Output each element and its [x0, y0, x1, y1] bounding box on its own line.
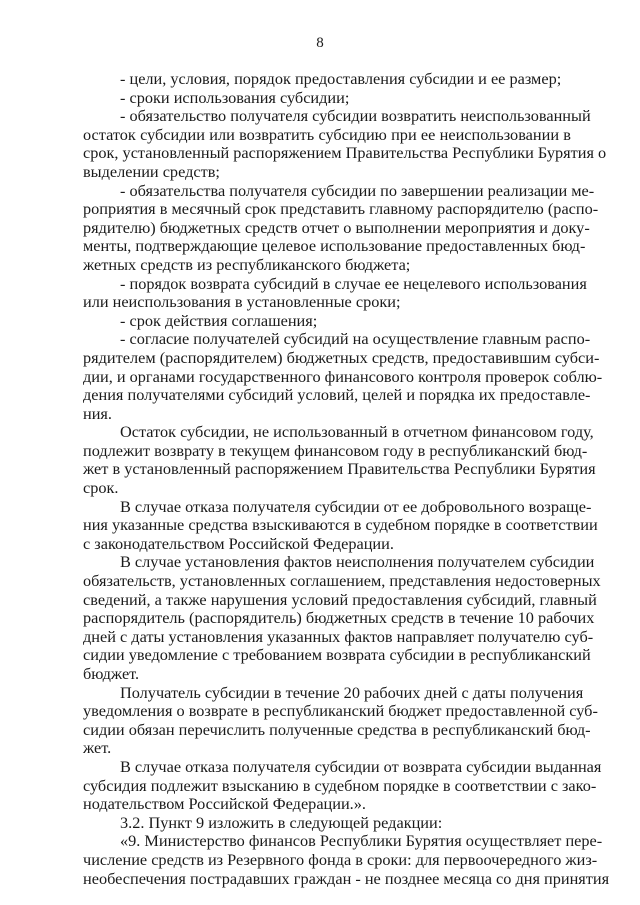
text-line: В случае установления фактов неисполнения получателем субсидии [120, 552, 595, 572]
text-line: 3.2. Пункт 9 изложить в следующей редакции: [120, 812, 443, 832]
text-line: жет в установленный распоряжением Правительства Республики Бурятия [83, 459, 596, 479]
text-line: срок. [83, 478, 119, 498]
text-line: - согласие получателей субсидий на осуществление главным распо- [120, 329, 591, 349]
text-line: необеспечения пострадавших граждан - не позднее месяца со дня принятия [83, 868, 610, 888]
text-line: В случае отказа получателя субсидии от возврата субсидии выданная [120, 756, 602, 776]
text-line: «9. Министерство финансов Республики Бурятия осуществляет пере- [120, 831, 603, 851]
text-line: роприятия в месячный срок представить главному распорядителю (распо- [83, 199, 599, 219]
text-line: уведомления о возврате в республиканский бюджет предоставленной суб- [83, 701, 598, 721]
text-line: обязательств, установленных соглашением, представления недостоверных [83, 571, 601, 591]
text-line: - порядок возврата субсидий в случае ее нецелевого использования [120, 273, 587, 293]
text-line: В случае отказа получателя субсидии от ее добровольного возраще- [120, 496, 592, 516]
text-line: - обязательства получателя субсидии по завершении реализации ме- [120, 180, 595, 200]
text-line: сидии уведомление с требованием возврата субсидии в республиканский [83, 645, 591, 665]
text-line: Остаток субсидии, не использованный в отчетном финансовом году, [120, 422, 594, 442]
text-line: остаток субсидии или возвратить субсидию при ее неиспользовании в [83, 124, 571, 144]
text-line: сидии обязан перечислить полученные средства в республиканский бюд- [83, 719, 591, 739]
text-line: с законодательством Российской Федерации. [83, 533, 394, 553]
text-line: выделении средств; [83, 161, 220, 181]
text-line: - обязательство получателя субсидии возвратить неиспользованный [120, 106, 591, 126]
text-line: Получатель субсидии в течение 20 рабочих дней с даты получения [120, 682, 584, 702]
text-line: - срок действия соглашения; [120, 310, 318, 330]
text-line: ния указанные средства взыскиваются в судебном порядке в соответствии [83, 515, 598, 535]
text-line: бюджет. [83, 664, 140, 683]
text-line: - сроки использования субсидии; [120, 87, 350, 107]
text-line: или неиспользования в установленные сроки; [83, 292, 401, 312]
text-line: дии, и органами государственного финансового контроля проверок соблю- [83, 366, 603, 386]
text-line: ния. [83, 403, 112, 423]
text-line: - цели, условия, порядок предоставления субсидии и ее размер; [120, 69, 562, 88]
text-line: подлежит возврату в текущем финансовом году в республиканский бюд- [83, 440, 588, 460]
text-line: срок, установленный распоряжением Правительства Республики Бурятия о [83, 143, 607, 163]
text-line: жетных средств из республиканского бюджета; [83, 254, 411, 274]
text-line: сведений, а также нарушения условий предоставления субсидий, главный [83, 589, 597, 609]
page-number: 8 [316, 35, 324, 51]
text-line: распорядитель (распорядитель) бюджетных средств в течение 10 рабочих [83, 608, 595, 628]
document-body [83, 69, 610, 888]
text-line: нодательством Российской Федерации.». [83, 794, 366, 814]
text-line: числение средств из Резервного фонда в сроки: для первоочередного жиз- [83, 849, 598, 869]
text-line: дения получателями субсидий условий, целей и порядка их предоставле- [83, 385, 591, 405]
text-line: дней с даты установления указанных фактов направляет получателю суб- [83, 626, 594, 646]
text-line: менты, подтверждающие целевое использование предоставленных бюд- [83, 236, 586, 256]
text-line: субсидия подлежит взысканию в судебном порядке в соответствии с зако- [83, 775, 597, 795]
text-line: рядителю) бюджетных средств отчет о выполнении мероприятия и доку- [83, 217, 590, 237]
text-line: жет. [83, 738, 112, 758]
text-line: рядителем (распорядителем) бюджетных средств, предоставившим субси- [83, 347, 600, 367]
